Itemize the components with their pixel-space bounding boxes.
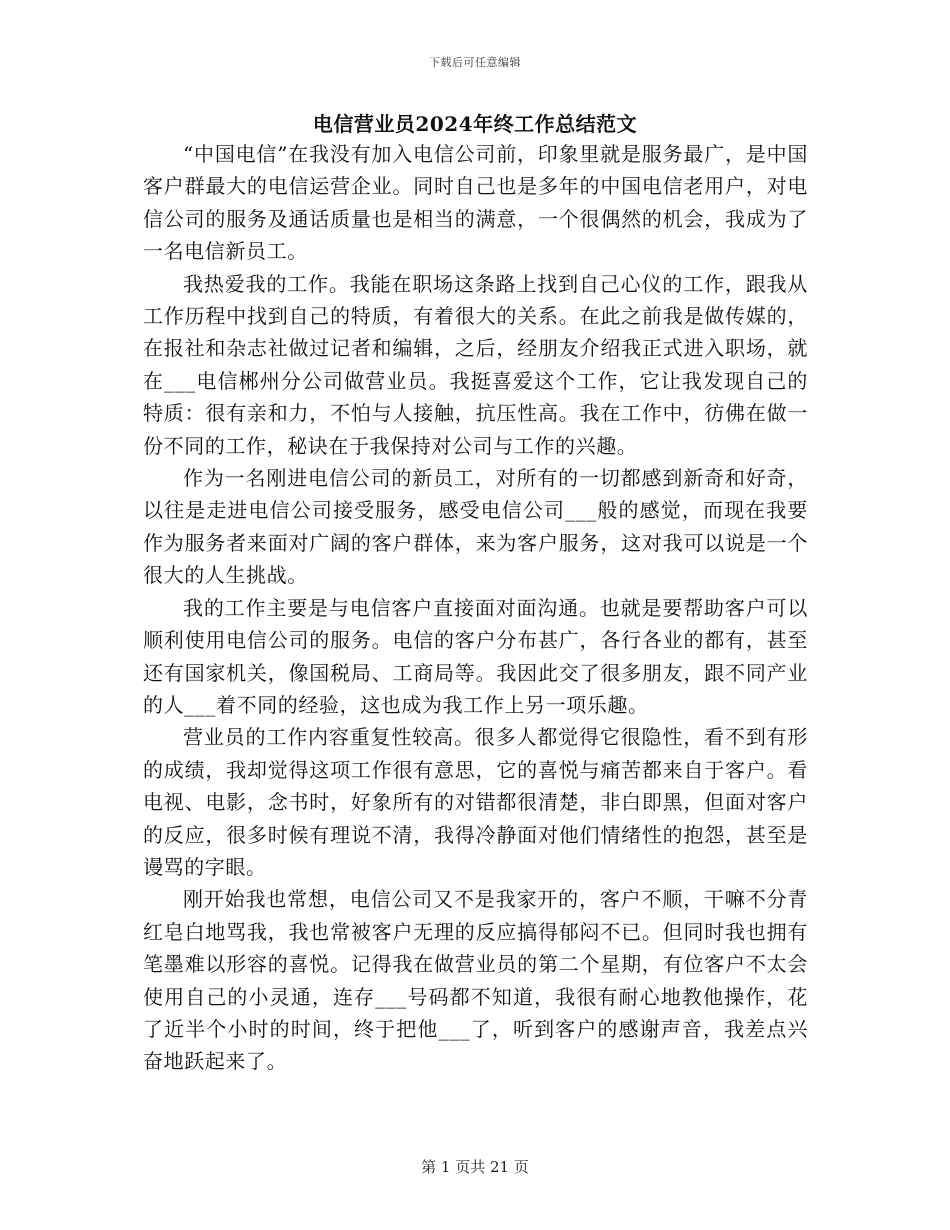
- paragraph: 刚开始我也常想，电信公司又不是我家开的，客户不顺，干嘛不分青红皂白地骂我，我也常被客户无理的反应搞得郁闷不已。但同时我也拥有笔墨难以形容的喜悦。记得我在做营业员的第二个星期，有位客户不太会使用自己的小灵通，连存___号码都不知道，我很有耐心地教他操作，花了近半个小时的时间，终于把他___了，听到客户的感谢声音，我差点兴奋地跃起来了。: [143, 887, 808, 1074]
- paragraph: 营业员的工作内容重复性较高。很多人都觉得它很隐性，看不到有形的成绩，我却觉得这项工作很有意思，它的喜悦与痛苦都来自于客户。看电视、电影，念书时，好象所有的对错都很清楚，非白即黑，但面对客户的反应，很多时候有理说不清，我得冷静面对他们情绪性的抱怨，甚至是谩骂的字眼。: [143, 725, 808, 879]
- paragraph: 我的工作主要是与电信客户直接面对面沟通。也就是要帮助客户可以顺利使用电信公司的服务。电信的客户分布甚广，各行各业的都有，甚至还有国家机关，像国税局、工商局等。我因此交了很多朋友，跟不同产业的人___着不同的经验，这也成为我工作上另一项乐趣。: [143, 595, 808, 717]
- paragraph: 作为一名刚进电信公司的新员工，对所有的一切都感到新奇和好奇，以往是走进电信公司接受服务，感受电信公司___般的感觉，而现在我要作为服务者来面对广阔的客户群体，来为客户服务，这对我可以说是一个很大的人生挑战。: [143, 466, 808, 588]
- paragraph: “中国电信”在我没有加入电信公司前，印象里就是服务最广，是中国客户群最大的电信运营企业。同时自己也是多年的中国电信老用户，对电信公司的服务及通话质量也是相当的满意，一个很偶然的机会，我成为了一名电信新员工。: [143, 142, 808, 264]
- page-number: 第 1 页共 21 页: [421, 1158, 529, 1176]
- document-title: 电信营业员2024年终工作总结范文: [312, 112, 638, 136]
- header-note: 下载后可任意编辑: [429, 56, 521, 69]
- paragraph: 我热爱我的工作。我能在职场这条路上找到自己心仪的工作，跟我从工作历程中找到自己的特质，有着很大的关系。在此之前我是做传媒的，在报社和杂志社做过记者和编辑，之后，经朋友介绍我正式进入职场，就在___电信郴州分公司做营业员。我挺喜爱这个工作，它让我发现自己的特质：很有亲和力，不怕与人接触，抗压性高。我在工作中，彷佛在做一份不同的工作，秘诀在于我保持对公司与工作的兴趣。: [143, 271, 808, 458]
- document-body: [143, 138, 808, 1078]
